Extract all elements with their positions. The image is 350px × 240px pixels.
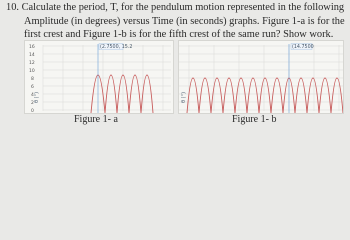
cursor-readout: (14.7500 bbox=[292, 45, 314, 50]
y-axis-label: θ (°) bbox=[181, 91, 187, 103]
y-tick-label: 2 bbox=[31, 101, 34, 106]
figure-1a-plot bbox=[25, 41, 173, 113]
y-tick-label: 10 bbox=[29, 69, 35, 74]
y-tick-label: 6 bbox=[31, 85, 34, 90]
y-tick-label: 0 bbox=[31, 109, 34, 113]
y-tick-label: 14 bbox=[29, 53, 35, 58]
figure-1b-plot bbox=[179, 41, 343, 113]
y-axis-label: θ (°) bbox=[34, 91, 40, 103]
figure-1b-graph bbox=[178, 40, 344, 114]
y-tick-label: 4 bbox=[31, 93, 34, 98]
figure-1a-graph bbox=[24, 40, 174, 114]
question-line-2: Amplitude (in degrees) versus Time (in seconds) graphs. Figure 1-a is for the bbox=[24, 15, 345, 27]
y-tick-label: 8 bbox=[31, 77, 34, 82]
figure-1b-caption: Figure 1- b bbox=[232, 114, 277, 125]
y-tick-label: 16 bbox=[29, 45, 35, 50]
amplitude-curve bbox=[187, 78, 343, 113]
figure-1a-caption: Figure 1- a bbox=[74, 114, 118, 125]
figure-1b-grid bbox=[179, 45, 343, 111]
y-tick-label: 12 bbox=[29, 61, 35, 66]
question-line-3: first crest and Figure 1-b is for the fifth crest of the same run? Show work. bbox=[24, 29, 334, 41]
cursor-readout: (2.7500, 15.2 bbox=[100, 45, 133, 50]
question-line-1: 10. Calculate the period, T, for the pendulum motion represented in the following bbox=[6, 2, 345, 13]
question-text bbox=[6, 1, 346, 42]
